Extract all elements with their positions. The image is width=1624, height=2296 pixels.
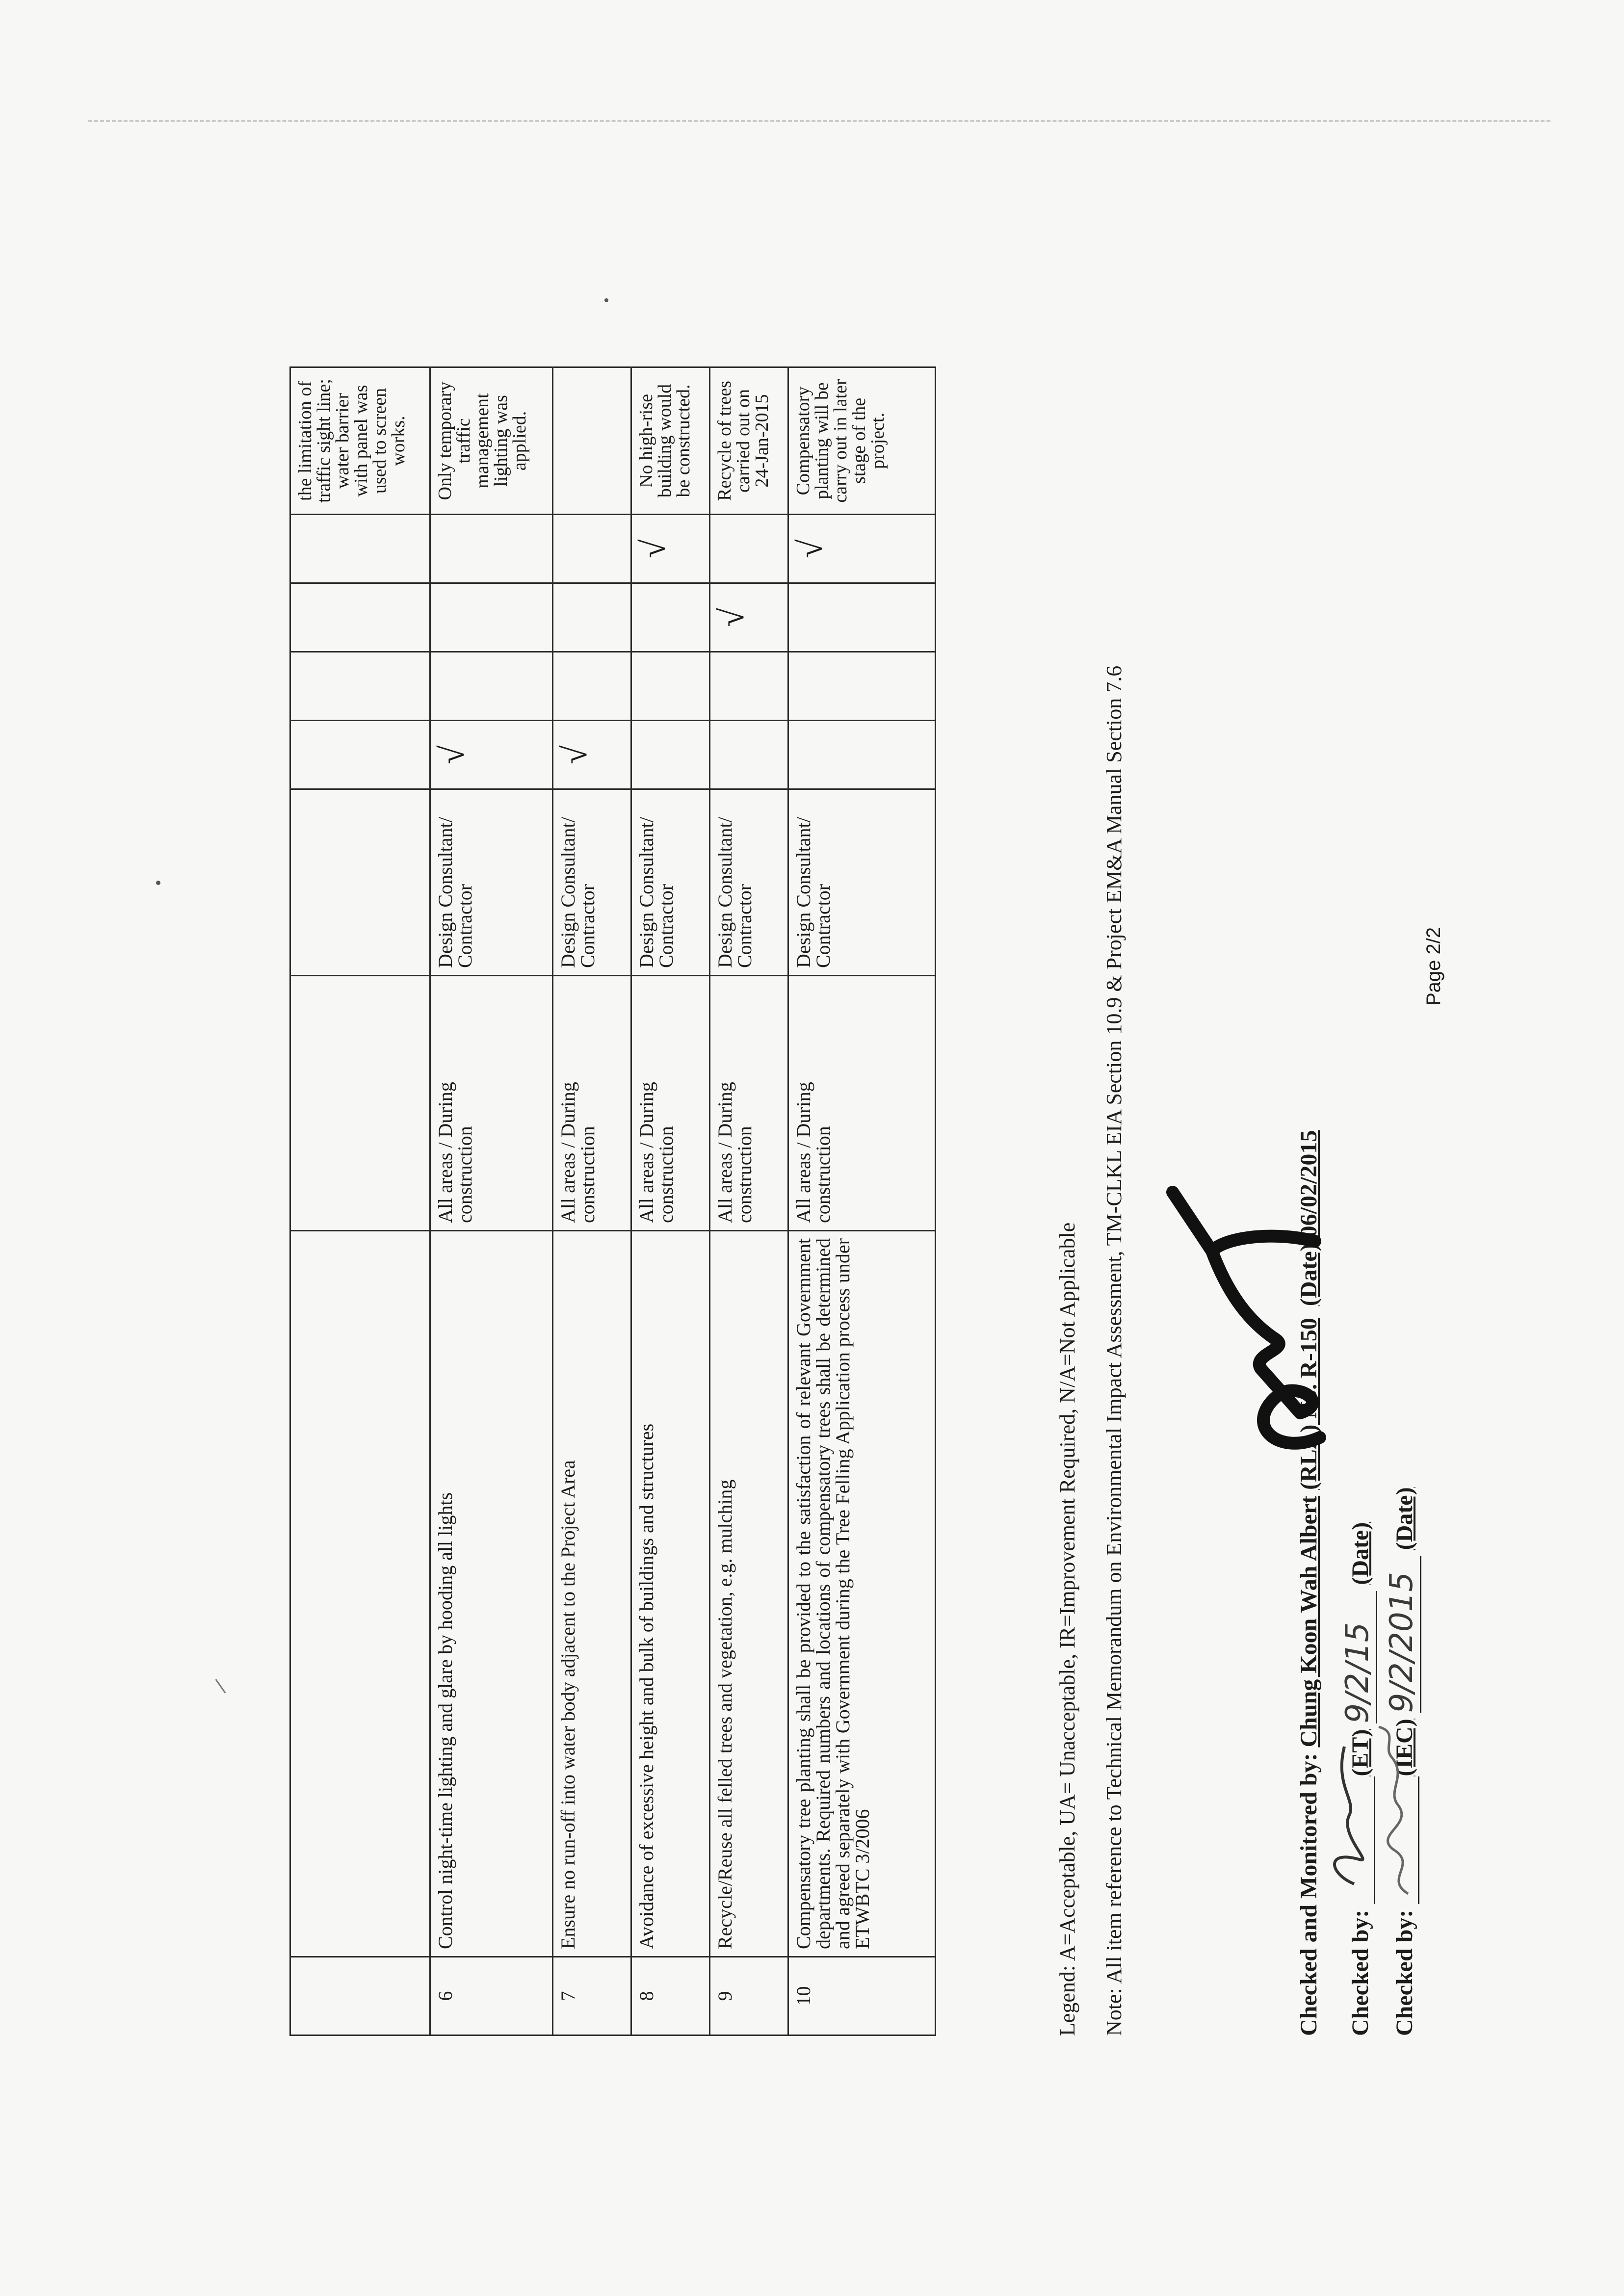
rla-date-label: (Date) [1296, 1243, 1322, 1306]
mitigation-measure [290, 1231, 430, 1957]
iec-line [1384, 1130, 1428, 2036]
status-tick [788, 652, 936, 721]
status-tick [430, 652, 553, 721]
status-tick [553, 583, 631, 652]
table-row [631, 367, 710, 2035]
mitigation-measure: Compensatory tree planting shall be provided to the satisfaction of relevant Government departments. Required numbers and locations of compensatory trees shall be determined and agreed separately with Government during the Tree Felling Application process under ETWBTC 3/2006 [788, 1231, 936, 1957]
table-row [290, 367, 430, 2035]
status-tick: √ [710, 583, 788, 652]
checked-by-label-iec: Checked by: [1391, 1909, 1417, 2036]
location-timing [290, 976, 430, 1231]
item-number [290, 1957, 430, 2035]
item-number: 9 [710, 1957, 788, 2035]
table-row [430, 367, 553, 2035]
item-number: 8 [631, 1957, 710, 2035]
et-date: 9/2/15 [1339, 1591, 1377, 1723]
iec-label: (IEC) [1391, 1719, 1417, 1776]
location-timing: All areas / During construction [631, 976, 710, 1231]
status-tick [290, 652, 430, 721]
rla-date: 06/02/2015 [1296, 1130, 1322, 1238]
table-row [788, 367, 936, 2035]
status-tick [631, 652, 710, 721]
status-tick [788, 583, 936, 652]
remark: Only temporary traffic management lighting was applied. [430, 367, 553, 515]
rla-signature [1153, 1173, 1359, 1467]
et-date-label: (Date) [1347, 1522, 1373, 1585]
remark: Compensatory planting will be carry out in later stage of the project. [788, 367, 936, 515]
status-tick: √ [430, 721, 553, 789]
status-tick [290, 583, 430, 652]
iec-date-label: (Date) [1391, 1487, 1417, 1550]
checked-monitored-label: Checked and Monitored by: [1296, 1753, 1322, 2036]
note: Note: All item reference to Technical Memorandum on Environmental Impact Assessment, TM-CLKL EIA Section 10.9 & Project EM&A Manual Section 7.6 [1102, 665, 1126, 2036]
status-tick [631, 721, 710, 789]
iec-signature [1364, 1722, 1433, 1899]
page-number: Page 2/2 [1423, 927, 1444, 1006]
status-tick [631, 583, 710, 652]
rla-name: Chung Koon Wah Albert [1296, 1495, 1322, 1748]
rotated-page [98, 123, 1492, 2183]
status-tick [710, 515, 788, 583]
remark: Recycle of trees carried out on 24-Jan-2015 [710, 367, 788, 515]
table-row [553, 367, 631, 2035]
status-tick [553, 652, 631, 721]
status-tick [290, 515, 430, 583]
status-tick [788, 721, 936, 789]
status-tick: √ [631, 515, 710, 583]
implementation-agent: Design Consultant/ Contractor [631, 789, 710, 976]
implementation-agent: Design Consultant/ Contractor [788, 789, 936, 976]
status-tick [710, 721, 788, 789]
remark: No high-rise building would be constructed. [631, 367, 710, 515]
remark: the limitation of traffic sight line; water barrier with panel was used to screen works. [290, 367, 430, 515]
mitigation-measure: Avoidance of excessive height and bulk of buildings and structures [631, 1231, 710, 1957]
status-tick [290, 721, 430, 789]
mitigation-measure: Recycle/Reuse all felled trees and vegetation, e.g. mulching [710, 1231, 788, 1957]
implementation-agent [290, 789, 430, 976]
item-number: 6 [430, 1957, 553, 2035]
remark [553, 367, 631, 515]
et-label: (ET) [1347, 1729, 1373, 1776]
location-timing: All areas / During construction [430, 976, 553, 1231]
assessment-table [289, 366, 936, 2036]
scan-edge-line [88, 120, 1550, 122]
implementation-agent: Design Consultant/ Contractor [710, 789, 788, 976]
implementation-agent: Design Consultant/ Contractor [553, 789, 631, 976]
table-body [290, 367, 936, 2035]
status-tick: √ [788, 515, 936, 583]
item-number: 7 [553, 1957, 631, 2035]
mitigation-measure: Control night-time lighting and glare by hooding all lights [430, 1231, 553, 1957]
item-number: 10 [788, 1957, 936, 2035]
location-timing: All areas / During construction [710, 976, 788, 1231]
checked-by-label-et: Checked by: [1347, 1909, 1373, 2036]
legend: Legend: A=Acceptable, UA= Unacceptable, IR=Improvement Required, N/A=Not Applicable [1055, 1222, 1079, 2036]
status-tick [430, 583, 553, 652]
status-tick: √ [553, 721, 631, 789]
location-timing: All areas / During construction [553, 976, 631, 1231]
table-row [710, 367, 788, 2035]
status-tick [553, 515, 631, 583]
implementation-agent: Design Consultant/ Contractor [430, 789, 553, 976]
status-tick [430, 515, 553, 583]
mitigation-measure: Ensure no run-off into water body adjacent to the Project Area [553, 1231, 631, 1957]
status-tick [710, 652, 788, 721]
rla-number: (RLA) No. R-150 [1296, 1318, 1322, 1490]
iec-date: 9/2/2015 [1384, 1556, 1421, 1713]
location-timing: All areas / During construction [788, 976, 936, 1231]
